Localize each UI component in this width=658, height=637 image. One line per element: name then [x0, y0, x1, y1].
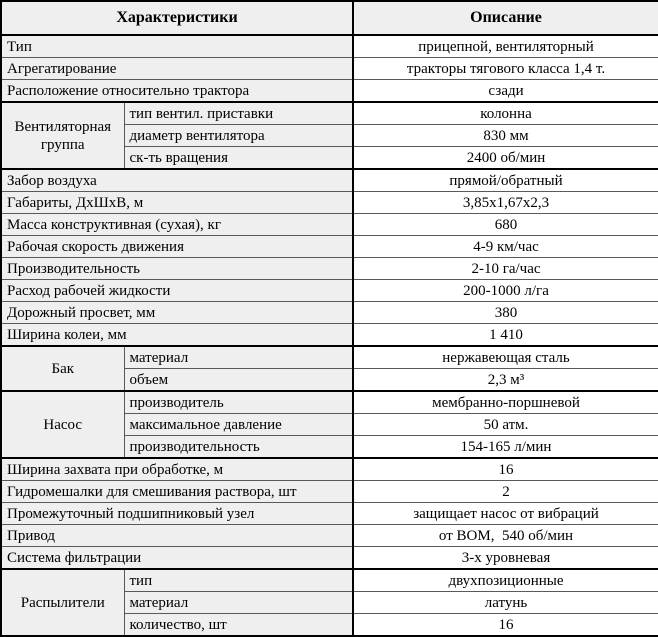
characteristic-cell: Дорожный просвет, мм [1, 302, 353, 324]
table-row [1, 80, 658, 103]
characteristic-cell: Ширина захвата при обработке, м [1, 458, 353, 481]
value-cell: прямой/обратный [353, 169, 658, 192]
table-row [1, 102, 658, 125]
sub-characteristic-cell: ск-ть вращения [124, 147, 353, 170]
value-cell: 16 [353, 458, 658, 481]
value-cell: 200-1000 л/га [353, 280, 658, 302]
value-cell: 2 [353, 481, 658, 503]
characteristic-cell: Производительность [1, 258, 353, 280]
table-row [1, 481, 658, 503]
characteristic-cell: Рабочая скорость движения [1, 236, 353, 258]
value-cell: 2400 об/мин [353, 147, 658, 170]
value-cell: мембранно-поршневой [353, 391, 658, 414]
sub-characteristic-cell: количество, шт [124, 614, 353, 637]
sub-characteristic-cell: объем [124, 369, 353, 392]
table-row [1, 391, 658, 414]
table-row [1, 58, 658, 80]
value-cell: 2,3 м³ [353, 369, 658, 392]
column-header-description: Описание [353, 1, 658, 35]
group-cell: Вентиляторная группа [1, 102, 124, 169]
value-cell: латунь [353, 592, 658, 614]
characteristic-cell: Масса конструктивная (сухая), кг [1, 214, 353, 236]
value-cell: тракторы тягового класса 1,4 т. [353, 58, 658, 80]
table-row [1, 236, 658, 258]
table-row [1, 280, 658, 302]
value-cell: прицепной, вентиляторный [353, 35, 658, 58]
characteristic-cell: Агрегатирование [1, 58, 353, 80]
value-cell: 1 410 [353, 324, 658, 347]
characteristic-cell: Привод [1, 525, 353, 547]
table-row [1, 458, 658, 481]
table-row [1, 503, 658, 525]
characteristic-cell: Расход рабочей жидкости [1, 280, 353, 302]
table-row [1, 192, 658, 214]
table-row [1, 258, 658, 280]
value-cell: 380 [353, 302, 658, 324]
sub-characteristic-cell: максимальное давление [124, 414, 353, 436]
sub-characteristic-cell: материал [124, 346, 353, 369]
sub-characteristic-cell: материал [124, 592, 353, 614]
value-cell: сзади [353, 80, 658, 103]
value-cell: нержавеющая сталь [353, 346, 658, 369]
value-cell: от ВОМ, 540 об/мин [353, 525, 658, 547]
characteristic-cell: Габариты, ДхШхВ, м [1, 192, 353, 214]
column-header-characteristics: Характеристики [1, 1, 353, 35]
value-cell: 3,85х1,67х2,3 [353, 192, 658, 214]
table-row [1, 35, 658, 58]
characteristic-cell: Расположение относительно трактора [1, 80, 353, 103]
table-row [1, 525, 658, 547]
value-cell: двухпозиционные [353, 569, 658, 592]
group-cell: Бак [1, 346, 124, 391]
value-cell: 680 [353, 214, 658, 236]
sub-characteristic-cell: тип [124, 569, 353, 592]
sub-characteristic-cell: производитель [124, 391, 353, 414]
value-cell: 830 мм [353, 125, 658, 147]
value-cell: 4-9 км/час [353, 236, 658, 258]
sub-characteristic-cell: производительность [124, 436, 353, 459]
table-row [1, 324, 658, 347]
group-cell: Насос [1, 391, 124, 458]
characteristic-cell: Тип [1, 35, 353, 58]
sub-characteristic-cell: диаметр вентилятора [124, 125, 353, 147]
table-row [1, 169, 658, 192]
value-cell: 50 атм. [353, 414, 658, 436]
table-row [1, 346, 658, 369]
sub-characteristic-cell: тип вентил. приставки [124, 102, 353, 125]
characteristic-cell: Ширина колеи, мм [1, 324, 353, 347]
group-cell: Распылители [1, 569, 124, 636]
value-cell: защищает насос от вибраций [353, 503, 658, 525]
value-cell: 3-х уровневая [353, 547, 658, 570]
table-row [1, 569, 658, 592]
header-row [1, 1, 658, 35]
value-cell: 154-165 л/мин [353, 436, 658, 459]
value-cell: 2-10 га/час [353, 258, 658, 280]
characteristic-cell: Гидромешалки для смешивания раствора, шт [1, 481, 353, 503]
characteristic-cell: Забор воздуха [1, 169, 353, 192]
table-row [1, 547, 658, 570]
table-row [1, 302, 658, 324]
table-row [1, 214, 658, 236]
value-cell: 16 [353, 614, 658, 637]
value-cell: колонна [353, 102, 658, 125]
characteristic-cell: Система фильтрации [1, 547, 353, 570]
characteristic-cell: Промежуточный подшипниковый узел [1, 503, 353, 525]
